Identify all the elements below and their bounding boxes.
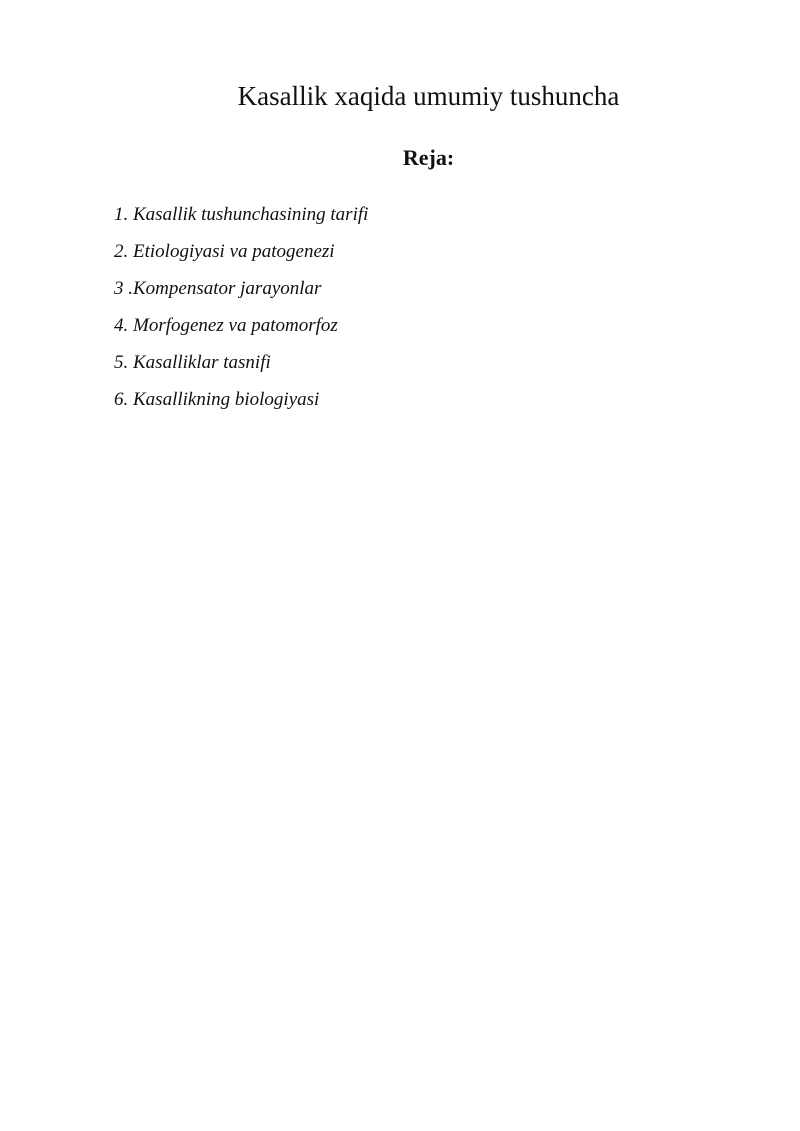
page-title: Kasallik xaqida umumiy tushuncha xyxy=(237,81,620,111)
plan-item-1: 1. Kasallik tushunchasining tarifi xyxy=(114,204,369,225)
plan-item-2: 2. Etiologiyasi va patogenezi xyxy=(114,241,335,262)
plan-list xyxy=(114,196,368,418)
plan-item-5: 5. Kasalliklar tasnifi xyxy=(114,352,271,373)
plan-item-4: 4. Morfogenez va patomorfoz xyxy=(114,315,338,336)
plan-item-3: 3 .Kompensator jarayonlar xyxy=(114,278,322,299)
plan-item-6: 6. Kasallikning biologiyasi xyxy=(114,389,320,410)
plan-heading: Reja: xyxy=(402,145,455,170)
